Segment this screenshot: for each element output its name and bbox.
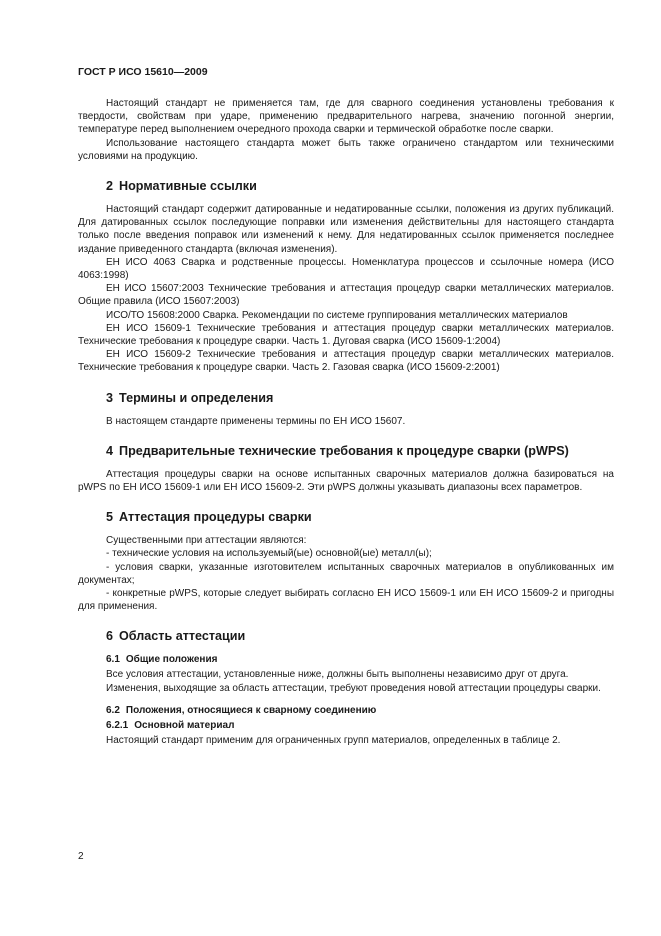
- section-3-number: 3: [106, 390, 114, 405]
- s61-paragraph-2: Изменения, выходящие за область аттестации, требуют проведения новой аттестации процедуры сварки.: [106, 682, 601, 694]
- page-content: [78, 97, 614, 747]
- section-6-1-heading: [106, 653, 614, 666]
- section-3-heading: [106, 391, 614, 406]
- intro-paragraph-1: Настоящий стандарт не применяется там, где для сварного соединения установлены требования к твердости, свойствам при ударе, применению предварительного нагрева, значению погонной энергии, температуре перед выполнением очередного прохода сварки и термической обработке после сварки.: [78, 98, 614, 136]
- s5-list-item-2: - условия сварки, указанные изготовителем испытанных сварочных материалов в опубликованных им документах;: [78, 561, 614, 586]
- section-4-heading: [106, 444, 614, 459]
- section-4-title: Предварительные технические требования к процедуре сварки (pWPS): [119, 443, 569, 458]
- section-5-heading: [106, 510, 614, 525]
- intro-paragraph-2: Использование настоящего стандарта может быть также ограничено стандартом или техническими условиями на продукцию.: [78, 137, 614, 162]
- s5-paragraph-1: Существенными при аттестации являются:: [106, 535, 307, 547]
- section-6-2-1-title: Основной материал: [134, 719, 235, 731]
- section-6-2-1-heading: [106, 719, 614, 732]
- section-5-number: 5: [106, 510, 114, 525]
- section-6-1-title: Общие положения: [125, 654, 218, 666]
- s2-reference-15608: ИСО/ТО 15608:2000 Сварка. Рекомендации по системе группирования металлических материалов: [106, 309, 568, 321]
- section-6-heading: [106, 629, 614, 644]
- section-6-1-number: 6.1: [106, 654, 120, 666]
- section-3-title: Термины и определения: [119, 390, 274, 405]
- document-header: ГОСТ Р ИСО 15610—2009: [78, 66, 208, 78]
- s61-paragraph-1: Все условия аттестации, установленные ниже, должны быть выполнены независимо друг от друга.: [106, 669, 569, 681]
- s5-list-item-3: - конкретные pWPS, которые следует выбирать согласно ЕН ИСО 15609-1 или ЕН ИСО 15609-2 и пригодны для применения.: [78, 588, 614, 613]
- s4-paragraph-1: Аттестация процедуры сварки на основе испытанных сварочных материалов должна базироваться на pWPS по ЕН ИСО 15609-1 или ЕН ИСО 15609-2. Эти pWPS должны указывать диапазоны всех параметров.: [78, 468, 614, 494]
- section-6-2-heading: [106, 704, 614, 717]
- s5-list-item-1: - технические условия на используемый(ые) основной(ые) металл(ы);: [106, 548, 432, 560]
- s2-reference-4063: ЕН ИСО 4063 Сварка и родственные процессы. Номенклатура процессов и ссылочные номера (ИСО 4063:1998): [78, 256, 614, 282]
- s2-reference-15609-1: ЕН ИСО 15609-1 Технические требования и аттестация процедур сварки металлических материалов. Технические требования к процедуре сварки. Часть 1. Дуговая сварка (ИСО 15609-1:2004): [78, 322, 614, 348]
- section-2-number: 2: [106, 179, 114, 194]
- s621-paragraph-1: Настоящий стандарт применим для ограниченных групп материалов, определенных в таблице 2.: [106, 734, 561, 746]
- s3-paragraph-1: В настоящем стандарте применены термины по ЕН ИСО 15607.: [106, 415, 406, 427]
- section-5-title: Аттестация процедуры сварки: [119, 510, 312, 525]
- section-6-title: Область аттестации: [119, 629, 246, 644]
- page-number: 2: [78, 851, 84, 862]
- s2-reference-15609-2: ЕН ИСО 15609-2 Технические требования и аттестация процедур сварки металлических материалов. Технические требования к процедуре сварки. Часть 2. Газовая сварка (ИСО 15609-2:2001): [78, 349, 614, 374]
- section-6-number: 6: [106, 629, 114, 644]
- section-2-title: Нормативные ссылки: [119, 179, 257, 194]
- section-6-2-number: 6.2: [106, 704, 120, 716]
- s2-reference-15607: ЕН ИСО 15607:2003 Технические требования и аттестация процедур сварки металлических материалов. Общие правила (ИСО 15607:2003): [78, 283, 614, 308]
- section-2-heading: [106, 179, 614, 194]
- section-4-number: 4: [106, 443, 114, 458]
- section-6-2-1-number: 6.2.1: [106, 719, 129, 731]
- s2-paragraph-1: Настоящий стандарт содержит датированные и недатированные ссылки, положения из других публикаций. Для датированных ссылок последующие поправки или изменения действительны для настоящего стандарта только после введения поправок или изменений к нему. Для недатированных ссылок применяется последнее издание приведенного стандарта (включая изменения).: [78, 204, 614, 255]
- section-6-2-title: Положения, относящиеся к сварному соединению: [125, 704, 377, 716]
